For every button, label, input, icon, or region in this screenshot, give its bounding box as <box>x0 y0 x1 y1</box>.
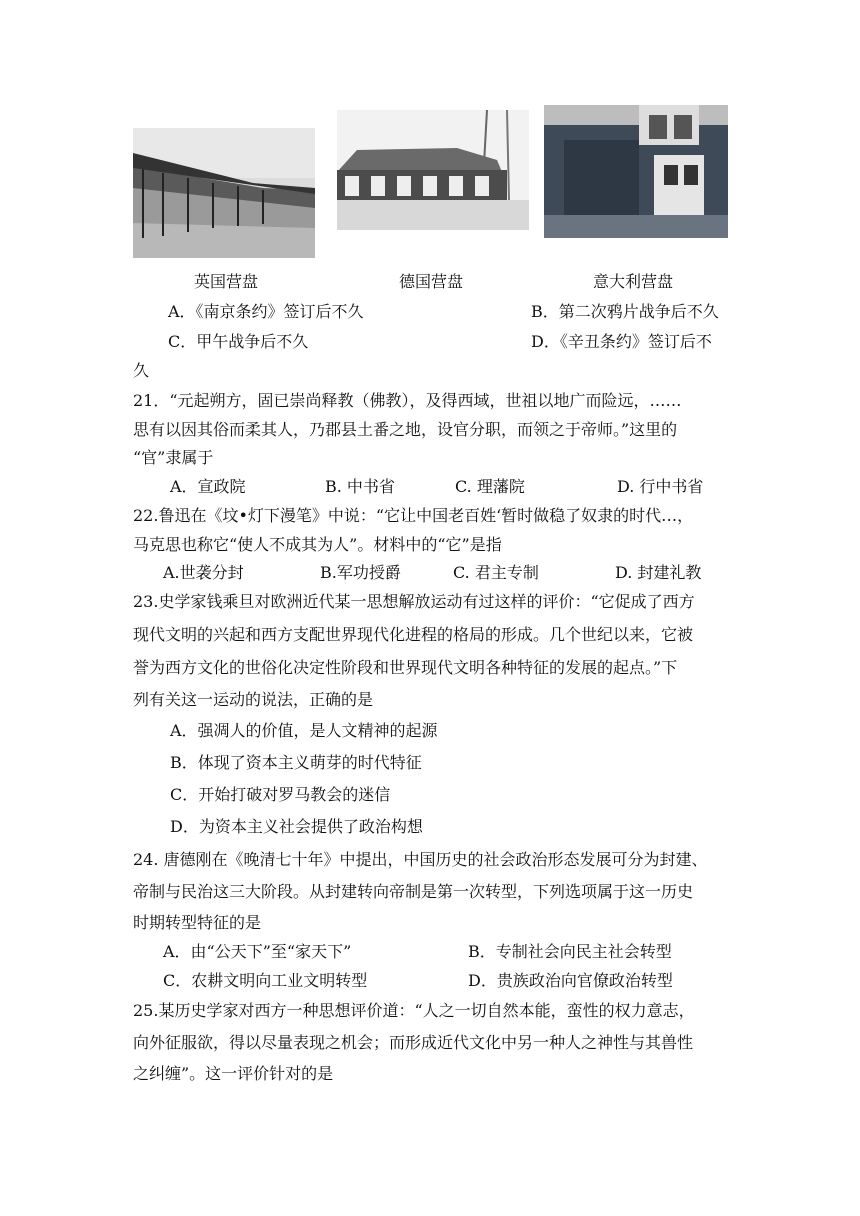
q22-option-a: A.世袭分封 <box>163 563 244 582</box>
q24-line-2: 帝制与民治这三大阶段。从封建转向帝制是第一次转型，下列选项属于这一历史 <box>133 882 694 901</box>
caption-italian: 意大利营盘 <box>593 272 674 291</box>
q20-option-a: A．《南京条约》签订后不久 <box>168 302 364 321</box>
q23-option-b: B．体现了资本主义萌芽的时代特征 <box>170 753 422 772</box>
q21-line-3: “官”隶属于 <box>133 448 214 467</box>
q21-line-1: 21．“元起朔方，固已崇尚释教（佛教），及得西域，世祖以地广而险远，…… <box>133 391 682 410</box>
q20-option-b: B．第二次鸦片战争后不久 <box>531 302 719 321</box>
q22-option-b: B.军功授爵 <box>320 563 401 582</box>
q23-line-4: 列有关这一运动的说法，正确的是 <box>133 690 374 709</box>
german-barracks-photo <box>337 110 529 230</box>
q20-option-d-continued: 久 <box>133 361 150 380</box>
q25-line-2: 向外征服欲，得以尽量表现之机会；而形成近代文化中另一种人之神性与其兽性 <box>133 1033 694 1052</box>
q24-line-3: 时期转型特征的是 <box>133 913 262 932</box>
q23-option-d: D．为资本主义社会提供了政治构想 <box>170 817 423 836</box>
italian-barracks-photo <box>544 105 728 238</box>
q24-option-b: B．专制社会向民主社会转型 <box>468 942 672 961</box>
q22-line-1: 22.鲁迅在《坟•灯下漫笔》中说：“它让中国老百姓‘暂时做稳了奴隶的时代…， <box>133 506 694 525</box>
q22-line-2: 马克思也称它“使人不成其为人”。材料中的“它”是指 <box>133 535 502 554</box>
q25-line-1: 25.某历史学家对西方一种思想评价道：“人之一切自然本能，蛮性的权力意志， <box>133 1001 695 1020</box>
q21-option-d: D. 行中书省 <box>617 477 704 496</box>
q24-option-a: A．由“公天下”至“家天下” <box>163 942 352 961</box>
caption-german: 德国营盘 <box>399 272 464 291</box>
q21-line-2: 思有以因其俗而柔其人，乃郡县土番之地，设官分职，而领之于帝师。”这里的 <box>133 420 678 439</box>
q20-option-c: C．甲午战争后不久 <box>168 332 309 351</box>
q21-option-c: C. 理藩院 <box>455 477 525 496</box>
q25-line-3: 之纠缠”。这一评价针对的是 <box>133 1064 334 1083</box>
q23-line-1: 23.史学家钱乘旦对欧洲近代某一思想解放运动有过这样的评价：“它促成了西方 <box>133 592 695 611</box>
q23-option-c: C．开始打破对罗马教会的迷信 <box>170 785 391 804</box>
q23-option-a: A．强凋人的价值，是人文精神的起源 <box>170 721 438 740</box>
q21-option-a: A．宣政院 <box>170 477 246 496</box>
q22-option-c: C. 君主专制 <box>453 563 539 582</box>
q23-line-3: 誉为西方文化的世俗化决定性阶段和世界现代文明各种特征的发展的起点。”下 <box>133 658 678 677</box>
q21-option-b: B. 中书省 <box>325 477 395 496</box>
q24-option-d: D．贵族政治向官僚政治转型 <box>468 971 673 990</box>
q24-line-1: 24. 唐德刚在《晚清七十年》中提出，中国历史的社会政治形态发展可分为封建、 <box>133 850 708 869</box>
caption-british: 英国营盘 <box>194 272 259 291</box>
q24-option-c: C．农耕文明向工业文明转型 <box>163 971 368 990</box>
q23-line-2: 现代文明的兴起和西方支配世界现代化进程的格局的形成。几个世纪以来，它被 <box>133 625 694 644</box>
q20-option-d: D．《辛丑条约》签订后不 <box>531 332 712 351</box>
q22-option-d: D. 封建礼教 <box>615 563 702 582</box>
british-barracks-photo <box>133 128 315 258</box>
